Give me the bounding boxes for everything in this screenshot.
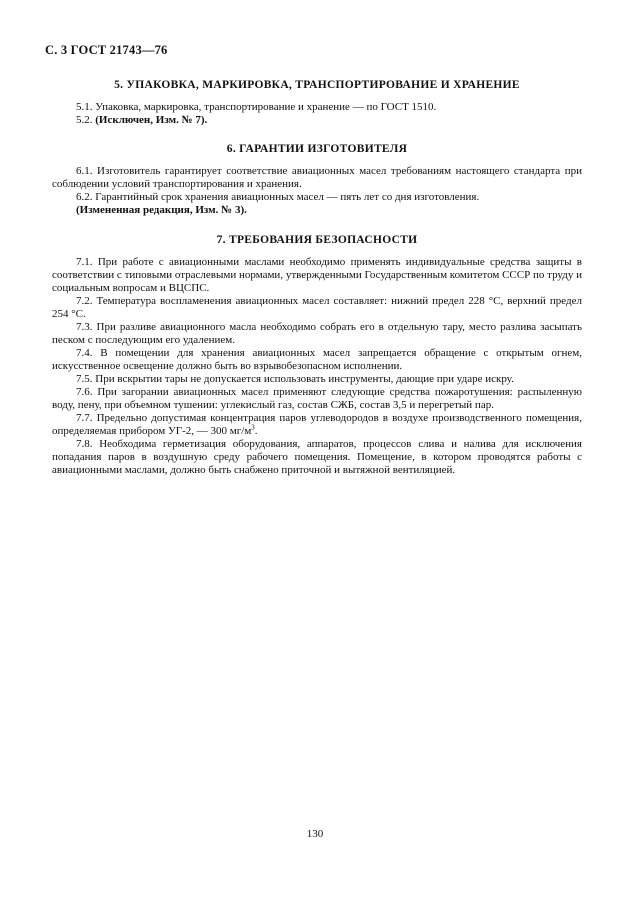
- page-number: 130: [306, 828, 324, 840]
- paragraph-7-4: 7.4. В помещении для хранения авиационных масел запрещается обращение с открытым огнем, искусственное освещение должно быть во взрывобезопасном исполнении.: [52, 347, 582, 372]
- paragraph-7-6: 7.6. При загорании авиационных масел применяют следующие средства пожаротушения: распыленную воду, пену, при объемном тушении: углекислый газ, состав СЖБ, состав 3,5 и перегретый пар.: [52, 386, 582, 411]
- paragraph-5-1: 5.1. Упаковка, маркировка, транспортирование и хранение — по ГОСТ 1510.: [76, 101, 437, 113]
- section-6: [52, 143, 582, 217]
- paragraph-7-7-end: .: [254, 425, 258, 437]
- page-header: С. 3 ГОСТ 21743—76: [45, 43, 168, 57]
- paragraph-5-2: [52, 114, 582, 127]
- superscript-3: 3: [251, 423, 255, 432]
- paragraph-7-5: 7.5. При вскрытии тары не допускается использовать инструменты, дающие при ударе искру.: [76, 373, 514, 385]
- section-6-heading: 6. ГАРАНТИИ ИЗГОТОВИТЕЛЯ: [226, 143, 408, 155]
- paragraph-7-8: 7.8. Необходима герметизация оборудования, аппаратов, процессов слива и налива для исключения попадания паров в воздушную среду рабочего помещения. Помещение, в котором проводятся работы с авиационными маслами, должно быть снабжено приточной и вытяжной вентиляцией.: [52, 438, 582, 476]
- section-5-heading: 5. УПАКОВКА, МАРКИРОВКА, ТРАНСПОРТИРОВАНИЕ И ХРАНЕНИЕ: [114, 79, 520, 91]
- section-7-heading: 7. ТРЕБОВАНИЯ БЕЗОПАСНОСТИ: [216, 234, 418, 246]
- paragraph-5-2-number: 5.2.: [76, 114, 93, 126]
- section-5: [52, 79, 582, 127]
- paragraph-7-7-text: 7.7. Предельно допустимая концентрация паров углеводородов в воздухе производственного помещения, определяемая прибором УГ-2, — 300 мг/м: [52, 412, 582, 437]
- paragraph-7-1: 7.1. При работе с авиационными маслами необходимо применять индивидуальные средства защиты в соответствии с типовыми отраслевыми нормами, утвержденными Государственным комитетом СССР по труду и социальным вопросам и ВЦСПС.: [52, 256, 582, 294]
- paragraph-7-7: [52, 412, 582, 438]
- paragraph-5-2-note: (Исключен, Изм. № 7).: [95, 114, 208, 126]
- paragraph-7-2: 7.2. Температура воспламенения авиационных масел составляет: нижний предел 228 °С, верхний предел 254 °С.: [52, 295, 582, 320]
- paragraph-6-2: 6.2. Гарантийный срок хранения авиационных масел — пять лет со дня изготовления.: [76, 191, 480, 203]
- section-7: [52, 234, 582, 477]
- paragraph-6-1: 6.1. Изготовитель гарантирует соответствие авиационных масел требованиям настоящего стандарта при соблюдении условий транспортирования и хранения.: [52, 165, 582, 190]
- paragraph-7-3: 7.3. При разливе авиационного масла необходимо собрать его в отдельную тару, место разлива засыпать песком с последующим его удалением.: [52, 321, 582, 346]
- amendment-note: (Измененная редакция, Изм. № 3).: [76, 204, 247, 216]
